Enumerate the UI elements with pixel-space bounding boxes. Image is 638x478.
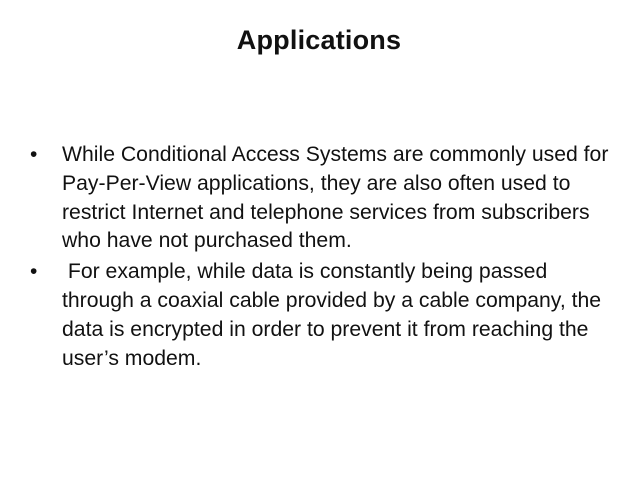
slide-title: Applications bbox=[236, 25, 402, 55]
bullet-dot-icon: • bbox=[30, 260, 38, 284]
bullet-dot-icon: • bbox=[30, 143, 38, 166]
bullet-list bbox=[28, 141, 618, 375]
bullet-text: While Conditional Access Systems are commonly used for Pay-Per-View applications, they are also often used to restrict Internet and telephone services from subscribers who have not purchased them. bbox=[62, 143, 615, 253]
bullet-item bbox=[28, 141, 618, 256]
bullet-item bbox=[28, 258, 618, 373]
bullet-text: For example, while data is constantly being passed through a coaxial cable provided by a cable company, the data is encrypted in order to prevent it from reaching the user’s modem. bbox=[62, 260, 607, 370]
